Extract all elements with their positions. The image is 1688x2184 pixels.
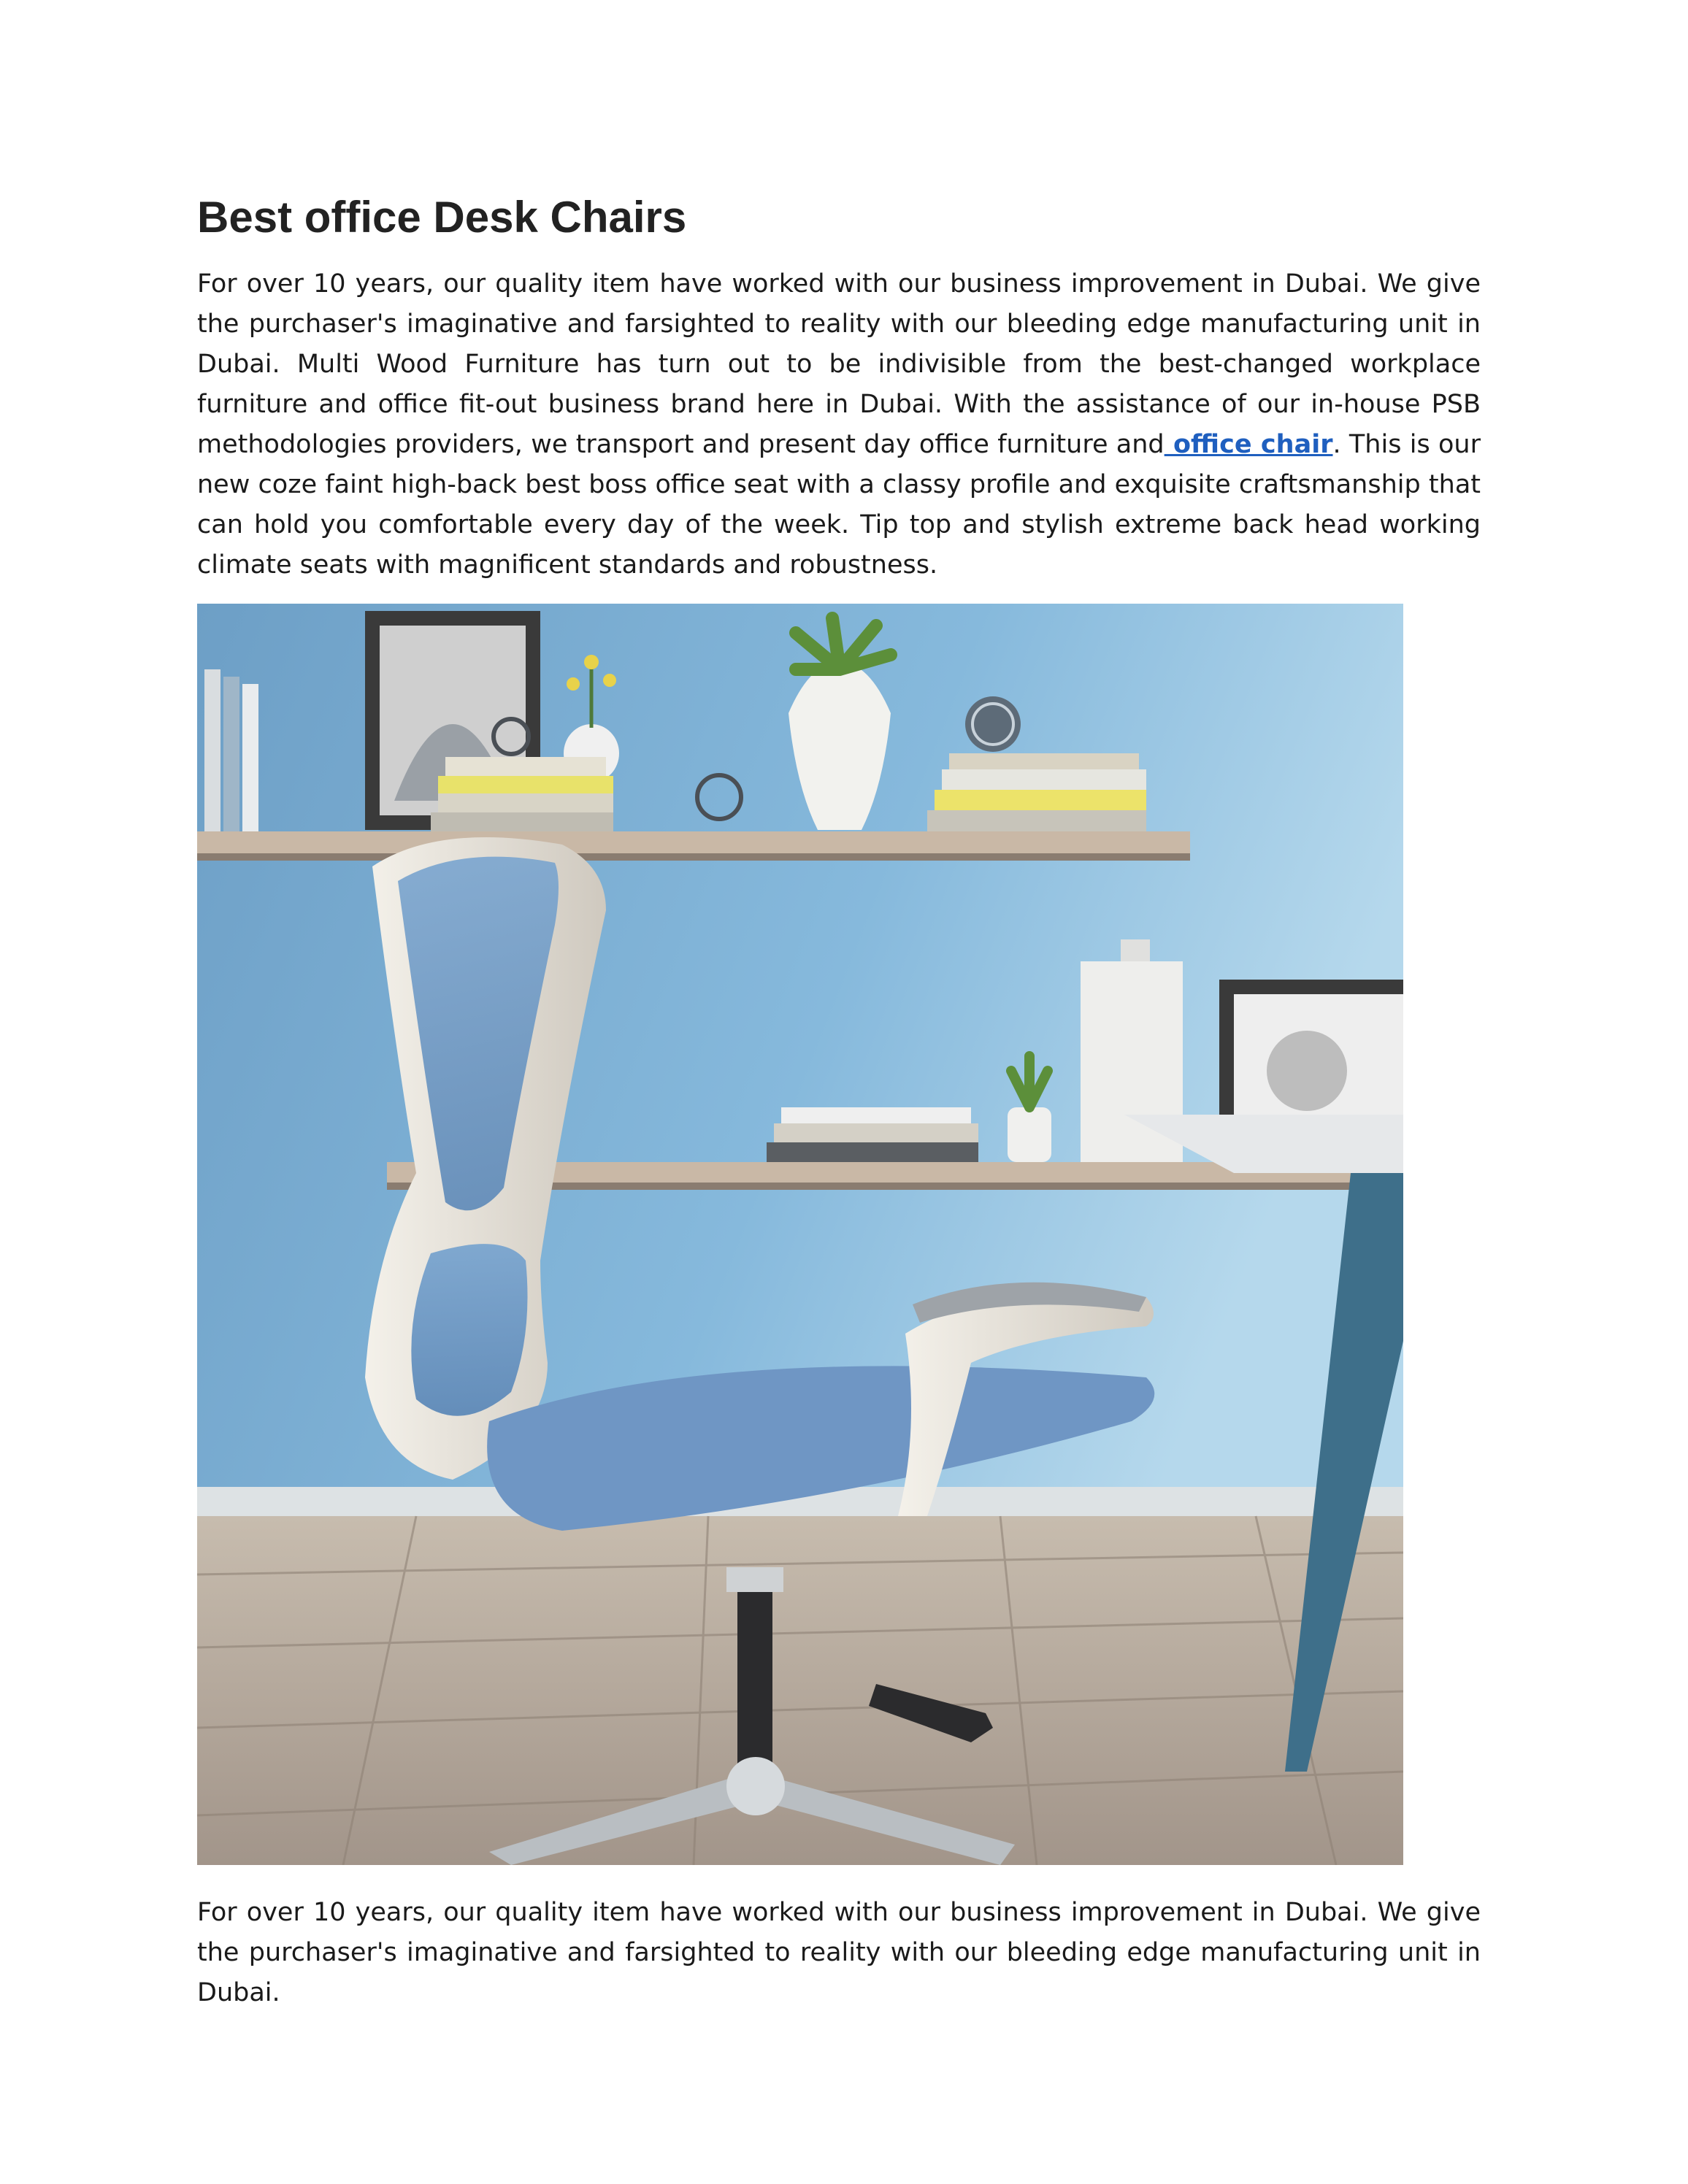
intro-paragraph — [197, 264, 1481, 585]
office-chair-link[interactable]: office chair — [1164, 430, 1333, 459]
second-paragraph: For over 10 years, our quality item have worked with our business improvement in Dubai. We give the purchaser's imaginative and farsighted to reality with our bleeding edge manufacturing unit in Dubai. — [197, 1898, 1481, 2007]
office-chair-illustration — [197, 604, 1403, 1865]
intro-text-start: For over 10 years, our quality item have worked with our business improvement in Dubai. We give the purchaser's imaginative and farsighted to reality with our bleeding edge manufacturing unit in Dubai. Multi Wood Furniture has turn out to be indivisible from the best-changed workplace furniture and office fit-out business brand here in Dubai. With the assistance of our in-house PSB methodologies providers, we transport and present day office furniture and — [197, 269, 1481, 459]
office-chair-photo — [197, 604, 1403, 1865]
page-title: Best office Desk Chairs — [197, 193, 687, 242]
intro-text-end: . This is our new coze faint high-back best boss office seat with a classy profile and exquisite craftsmanship that can hold you comfortable every day of the week. Tip top and stylish extreme back head working climate seats with magnificent standards and robustness. — [197, 430, 1481, 580]
